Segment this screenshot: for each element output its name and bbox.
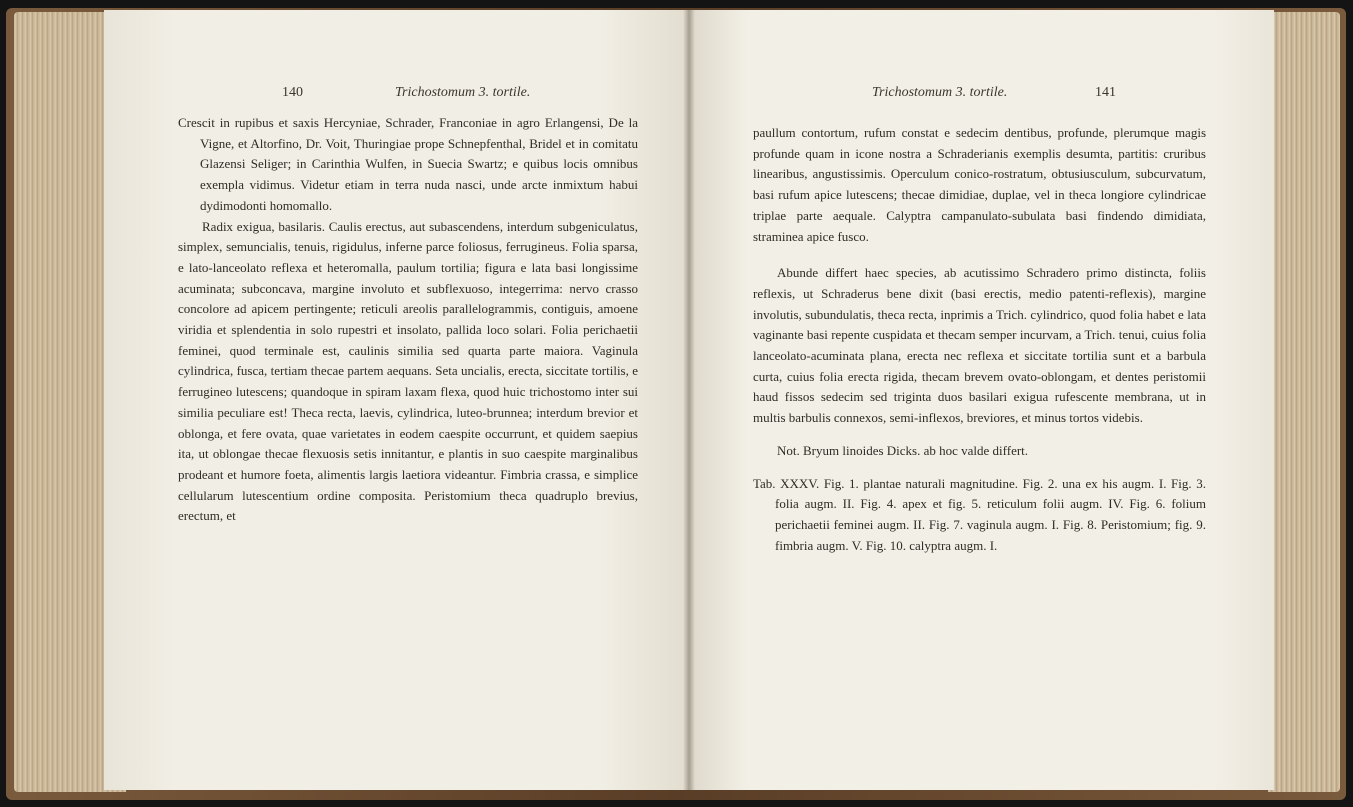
right-running-title: Trichostomum 3. tortile. xyxy=(872,85,1008,100)
right-paragraph-differences: Abunde differt haec species, ab acutissimo Schradero primo distincta, foliis reflexis, ut Schraderus bene dixit (basi erectis, medio patenti-reflexis), margine involutis, subundulatis, theca recta, inprimis a Trich. cylindrico, quod folia habet e lata vaginante basi repente cuspidata et thecam semper incurvam, a Trich. tenui, cuius folia lanceolato-acuminata plana, erecta nec reflexa et siccitate tortilia sunt et a barbula curta, cuius folia erecta rigida, thecam brevem ovato-oblongam, et dentes peristomii haud fissos sedecim sed triginta duos basilari exigua rufescente membrana, ut in multis barbulis connexos, semi-inflexos, breviores, et minus tortos videbis. xyxy=(753,265,1206,426)
left-page-body xyxy=(178,113,638,527)
right-page-number: 141 xyxy=(1095,85,1116,100)
page-edges-right xyxy=(1268,12,1340,792)
left-paragraph-description: Radix exigua, basilaris. Caulis erectus, aut subascendens, interdum subgeniculatus, simplex, semuncialis, tenuis, rigidulus, inferne parce foliosus, ferrugineus. Folia sparsa, e lato-lanceolato reflexa et heteromalla, paulum tortilia; figura e lata basi longissime acuminata; subconcava, margine involuto et subflexuoso, integerrima: nervo crasso concolore ad apicem pertingente; reticuli areolis parallelogrammis, contiguis, amoene viridia et splendentia in solo rupestri et insolato, pallida loco solari. Folia perichaetii feminei, quod terminale est, caulinis similia sed quarta parte maiora. Vaginula cylindrica, fusca, tertiam thecae partem aequans. Seta uncialis, erecta, siccitate tortilis, e ferrugineo lutescens; quandoque in spiram laxam flexa, quod huic trichostomo inter sui similia peculiare est! Theca recta, laevis, cylindrica, luteo-brunnea; interdum brevior et oblonga, et fere ovata, quae varietates in eodem caespite occurrunt, et quidem saepius ita, ut oblongae thecae flexuosis setis innitantur, e plantis in suo caespite marginalibus prodeant et humore foeta, alimentis largis laetiora videantur. Fimbria crassa, e simplice cellularum lutescentium ordine composita. Peristomium theca quadruplo brevius, erectum, et xyxy=(178,218,638,524)
left-running-title: Trichostomum 3. tortile. xyxy=(395,85,531,100)
right-paragraph-plate-legend: Tab. XXXV. Fig. 1. plantae naturali magnitudine. Fig. 2. una ex his augm. I. Fig. 3. folia augm. II. Fig. 4. apex et fig. 5. reticulum folii augm. IV. Fig. 6. folium perichaetii feminei augm. II. Fig. 7. vaginula augm. I. Fig. 8. Peristomium; fig. 9. fimbria augm. V. Fig. 10. calyptra augm. I. xyxy=(753,475,1206,553)
book-gutter xyxy=(683,10,695,790)
left-paragraph-habitat: Crescit in rupibus et saxis Hercyniae, Schrader, Franconiae in agro Erlangensi, De la Vigne, et Altorfino, Dr. Voit, Thuringiae prope Schnepfenthal, Bridel et in comitatu Glazensi Seliger; in Carinthia Wulfen, in Suecia Swartz; e quibus locis omnibus exempla vidimus. Videtur etiam in terra nuda nasci, unde arcte inmixtum habui dydimodonti homomallo. xyxy=(178,115,638,213)
left-page-number: 140 xyxy=(282,85,303,100)
right-paragraph-note: Not. Bryum linoides Dicks. ab hoc valde differt. xyxy=(777,442,1029,458)
right-page-body xyxy=(753,123,1206,556)
right-paragraph-continuation: paullum contortum, rufum constat e sedecim dentibus, profunde, plerumque magis profunde quam in icone nostra a Schraderianis exemplis desumta, partitis: cruribus linearibus, angustissimis. Operculum conico-rostratum, obtusiusculum, subcurvatum, basi rufum apice lutescens; thecae dimidiae, duplae, vel in theca longiore cylindricae triplae parte aequale. Calyptra campanulato-subulata basi findendo dimidiata, straminea apice fusco. xyxy=(753,125,1206,244)
